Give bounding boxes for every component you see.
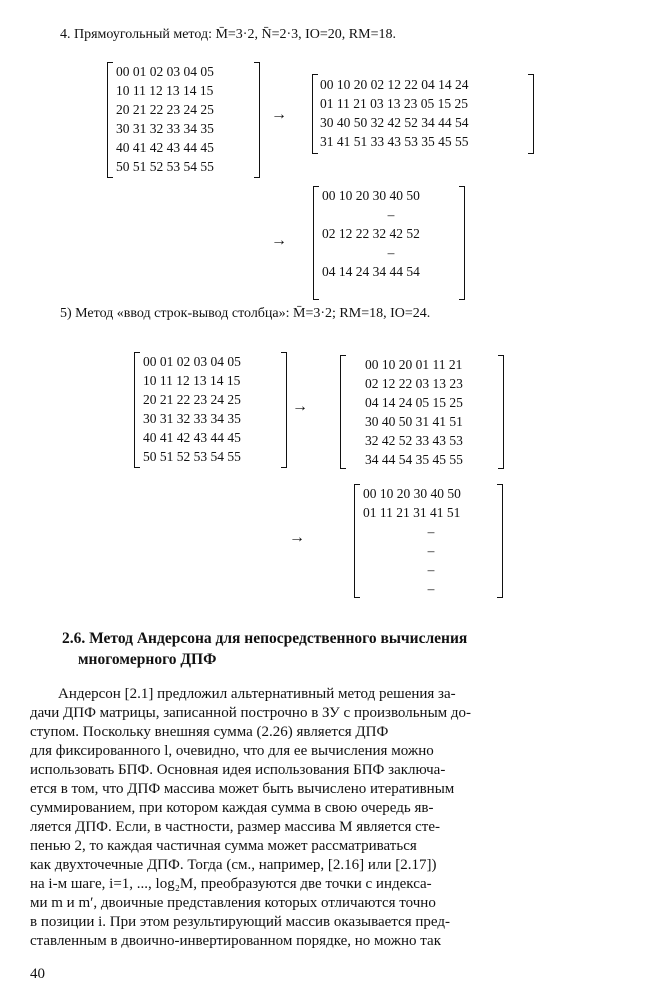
paragraph-line: на i-м шаге, i=1, ..., log₂M, преобразуются две точки с индекса- xyxy=(30,876,432,892)
paragraph-line: суммированием, при котором каждая сумма в свою очередь яв- xyxy=(30,800,434,816)
method4-caption: 4. Прямоугольный метод: M̄=3·2, N̄=2·3, IO=20, RM=18. xyxy=(60,27,396,42)
paragraph-line: ется в том, что ДПФ массива может быть вычислено итеративным xyxy=(30,781,455,797)
arrow-icon: → xyxy=(289,529,305,546)
matrix-row: – xyxy=(427,581,435,596)
matrix-row: – xyxy=(427,543,435,558)
matrix-row: 30 31 32 33 34 35 xyxy=(143,411,241,426)
paragraph-line: использовать БПФ. Основная идея использования БПФ заключа- xyxy=(30,762,446,778)
matrix-row: 50 51 52 53 54 55 xyxy=(143,449,241,464)
matrix-row: 01 11 21 03 13 23 05 15 25 xyxy=(320,96,468,111)
paragraph-line: ставленным в двоично-инвертированном порядке, но можно так xyxy=(30,933,441,949)
paragraph-line: ляется ДПФ. Если, в частности, размер массива M является сте- xyxy=(30,819,441,835)
matrix-row: – xyxy=(387,207,395,222)
bracket-right xyxy=(459,186,465,300)
matrix-row: 32 42 52 33 43 53 xyxy=(365,433,463,448)
paragraph-line: дачи ДПФ матрицы, записанной построчно в ЗУ с произвольным до- xyxy=(30,705,472,721)
paragraph-line: как двухточечные ДПФ. Тогда (см., например, [2.16] или [2.17]) xyxy=(30,857,437,873)
arrow-icon: → xyxy=(271,232,287,249)
method5-caption: 5) Метод «ввод строк-вывод столбца»: M̄=3·2; RM=18, IO=24. xyxy=(60,306,431,321)
bracket-right xyxy=(497,484,503,598)
matrix-row: 10 11 12 13 14 15 xyxy=(116,83,214,98)
paragraph-line: Андерсон [2.1] предложил альтернативный метод решения за- xyxy=(58,686,456,702)
matrix-row: 02 12 22 03 13 23 xyxy=(365,376,463,391)
matrix-row: 34 44 54 35 45 55 xyxy=(365,452,463,467)
matrix-row xyxy=(322,281,460,300)
paragraph-line: ми m и m′, двоичные представления которых отличаются точно xyxy=(30,895,436,911)
bracket-left xyxy=(107,62,113,178)
arrow-icon: → xyxy=(271,106,287,123)
matrix-row: 31 41 51 33 43 53 35 45 55 xyxy=(320,134,469,149)
matrix-row: 00 01 02 03 04 05 xyxy=(116,64,214,79)
matrix-row: – xyxy=(427,524,435,539)
matrix-row: – xyxy=(387,245,395,260)
matrix-row: 40 41 42 43 44 45 xyxy=(143,430,241,445)
section-title-line: многомерного ДПФ xyxy=(78,651,217,668)
matrix-row: 00 10 20 01 11 21 xyxy=(365,357,463,372)
body-paragraph xyxy=(30,685,615,951)
page-number: 40 xyxy=(30,966,45,982)
paragraph-line: в позиции i. При этом результирующий массив оказывается пред- xyxy=(30,914,450,930)
bracket-right xyxy=(254,62,260,178)
matrix-row: 04 14 24 05 15 25 xyxy=(365,395,463,410)
arrow-icon: → xyxy=(292,398,308,415)
matrix-row: 00 01 02 03 04 05 xyxy=(143,354,241,369)
section-title-line: 2.6. Метод Андерсона для непосредственного вычисления xyxy=(62,630,468,647)
bracket-right xyxy=(498,355,504,469)
matrix-row: 00 10 20 30 40 50 xyxy=(322,188,420,203)
matrix-row: 20 21 22 23 24 25 xyxy=(143,392,241,407)
section-title xyxy=(62,628,602,670)
paragraph-line: пенью 2, то каждая частичная сумма может рассматриваться xyxy=(30,838,417,854)
bracket-right xyxy=(281,352,287,468)
matrix-row: 00 10 20 02 12 22 04 14 24 xyxy=(320,77,469,92)
matrix-row: – xyxy=(427,562,435,577)
bracket-left xyxy=(354,484,360,598)
bracket-left xyxy=(340,355,346,469)
matrix-row: 50 51 52 53 54 55 xyxy=(116,159,214,174)
matrix-row: 02 12 22 32 42 52 xyxy=(322,226,420,241)
matrix-row: 20 21 22 23 24 25 xyxy=(116,102,214,117)
matrix-row: 00 10 20 30 40 50 xyxy=(363,486,461,501)
paragraph-line: для фиксированного l, очевидно, что для ее вычисления можно xyxy=(30,743,434,759)
matrix-row: 30 31 32 33 34 35 xyxy=(116,121,214,136)
matrix-row: 10 11 12 13 14 15 xyxy=(143,373,241,388)
bracket-left xyxy=(134,352,140,468)
paragraph-line: ступом. Поскольку внешняя сумма (2.26) является ДПФ xyxy=(30,724,389,740)
matrix-row: 40 41 42 43 44 45 xyxy=(116,140,214,155)
matrix-row: 30 40 50 32 42 52 34 44 54 xyxy=(320,115,469,130)
matrix-row: 01 11 21 31 41 51 xyxy=(363,505,461,520)
matrix-row: 30 40 50 31 41 51 xyxy=(365,414,463,429)
bracket-left xyxy=(312,74,318,154)
matrix-row: 04 14 24 34 44 54 xyxy=(322,264,420,279)
bracket-right xyxy=(528,74,534,154)
bracket-left xyxy=(313,186,319,300)
